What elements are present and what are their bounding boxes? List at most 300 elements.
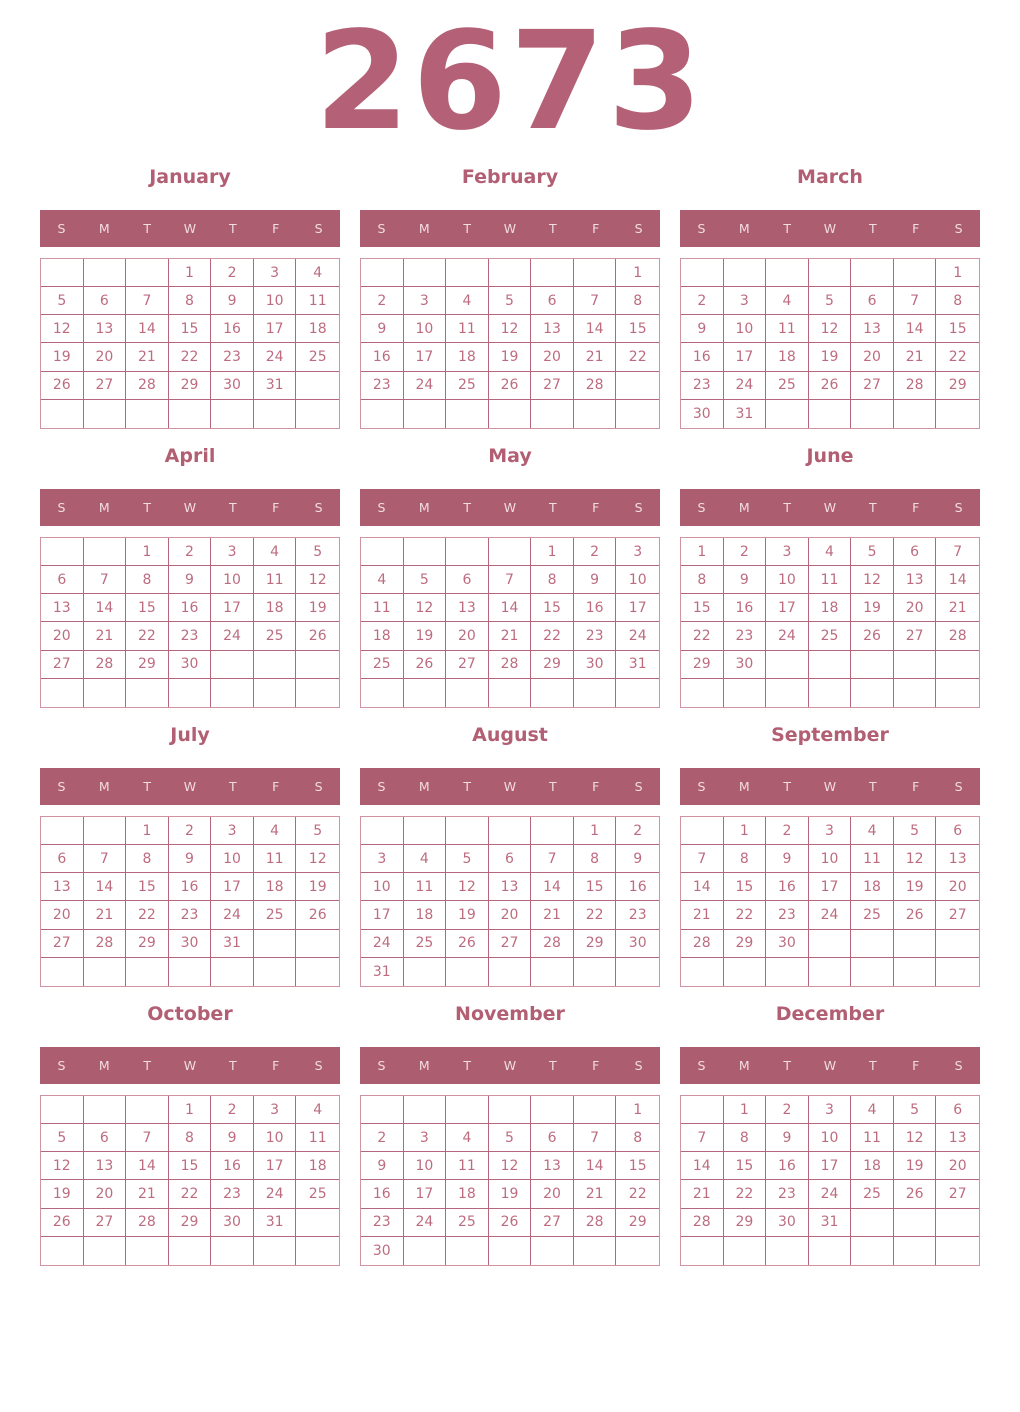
day-cell: 22 xyxy=(126,901,169,929)
empty-day-cell xyxy=(531,1237,574,1265)
empty-day-cell xyxy=(936,400,979,428)
day-cell: 8 xyxy=(616,1124,659,1152)
day-cell: 11 xyxy=(254,566,297,594)
day-cell: 11 xyxy=(851,1124,894,1152)
day-cell: 27 xyxy=(41,930,84,958)
weekday-label: T xyxy=(783,500,791,515)
empty-day-cell xyxy=(616,958,659,986)
day-cell: 23 xyxy=(169,901,212,929)
day-cell: 23 xyxy=(574,622,617,650)
day-cell: 4 xyxy=(296,259,339,287)
empty-day-cell xyxy=(936,1237,979,1265)
empty-day-cell xyxy=(446,1237,489,1265)
day-cell: 24 xyxy=(809,1180,852,1208)
day-cell: 18 xyxy=(254,594,297,622)
empty-day-cell xyxy=(936,958,979,986)
day-cell: 29 xyxy=(936,372,979,400)
empty-day-cell xyxy=(681,1237,724,1265)
month-name: April xyxy=(164,445,216,467)
day-cell: 2 xyxy=(574,538,617,566)
day-cell: 2 xyxy=(169,538,212,566)
day-cell: 4 xyxy=(766,287,809,315)
empty-day-cell xyxy=(254,1237,297,1265)
day-cell: 18 xyxy=(296,315,339,343)
weekday-label: T xyxy=(783,221,791,236)
day-cell: 23 xyxy=(766,901,809,929)
day-cell: 24 xyxy=(616,622,659,650)
weekday-label: S xyxy=(377,1058,386,1073)
weekday-label: S xyxy=(634,221,643,236)
empty-day-cell xyxy=(531,1096,574,1124)
day-cell: 15 xyxy=(616,1152,659,1180)
day-cell: 27 xyxy=(84,372,127,400)
weekday-label: S xyxy=(954,500,963,515)
day-cell: 21 xyxy=(84,622,127,650)
day-cell: 7 xyxy=(681,845,724,873)
empty-day-cell xyxy=(936,651,979,679)
empty-day-cell xyxy=(126,1237,169,1265)
empty-day-cell xyxy=(851,1209,894,1237)
day-cell: 19 xyxy=(296,873,339,901)
day-cell: 6 xyxy=(84,1124,127,1152)
empty-day-cell xyxy=(851,651,894,679)
day-cell: 10 xyxy=(254,287,297,315)
month-section xyxy=(40,1003,340,1266)
day-cell: 24 xyxy=(254,1180,297,1208)
day-cell: 28 xyxy=(894,372,937,400)
day-cell: 2 xyxy=(766,1096,809,1124)
day-cell: 13 xyxy=(489,873,532,901)
empty-day-cell xyxy=(894,400,937,428)
day-cell: 14 xyxy=(84,594,127,622)
month-name: November xyxy=(455,1003,565,1025)
empty-day-cell xyxy=(84,679,127,707)
month-name: October xyxy=(147,1003,233,1025)
day-cell: 23 xyxy=(681,372,724,400)
day-cell: 22 xyxy=(169,1180,212,1208)
weekday-header-row xyxy=(40,768,340,805)
day-cell: 28 xyxy=(84,651,127,679)
day-cell: 28 xyxy=(681,930,724,958)
empty-day-cell xyxy=(211,651,254,679)
day-cell: 20 xyxy=(531,1180,574,1208)
day-cell: 31 xyxy=(724,400,767,428)
empty-day-cell xyxy=(809,958,852,986)
day-cell: 4 xyxy=(851,817,894,845)
month-name: August xyxy=(472,724,548,746)
empty-day-cell xyxy=(254,400,297,428)
day-cell: 1 xyxy=(936,259,979,287)
day-cell: 18 xyxy=(766,343,809,371)
empty-day-cell xyxy=(296,400,339,428)
empty-day-cell xyxy=(404,538,447,566)
empty-day-cell xyxy=(41,958,84,986)
empty-day-cell xyxy=(936,930,979,958)
day-cell: 17 xyxy=(211,873,254,901)
empty-day-cell xyxy=(404,679,447,707)
day-cell: 20 xyxy=(851,343,894,371)
weekday-label: T xyxy=(549,779,557,794)
weekday-header-row xyxy=(40,210,340,247)
day-cell: 23 xyxy=(724,622,767,650)
day-cell: 29 xyxy=(126,930,169,958)
empty-day-cell xyxy=(574,400,617,428)
empty-day-cell xyxy=(84,1096,127,1124)
day-cell: 30 xyxy=(574,651,617,679)
day-cell: 5 xyxy=(296,538,339,566)
day-cell: 3 xyxy=(809,817,852,845)
day-cell: 4 xyxy=(851,1096,894,1124)
day-cell: 21 xyxy=(126,343,169,371)
empty-day-cell xyxy=(296,930,339,958)
weekday-label: T xyxy=(463,779,471,794)
day-grid xyxy=(360,816,660,987)
empty-day-cell xyxy=(809,259,852,287)
day-cell: 1 xyxy=(531,538,574,566)
empty-day-cell xyxy=(809,679,852,707)
day-cell: 25 xyxy=(766,372,809,400)
day-cell: 8 xyxy=(169,1124,212,1152)
day-grid xyxy=(680,537,980,708)
day-cell: 15 xyxy=(531,594,574,622)
empty-day-cell xyxy=(404,259,447,287)
day-cell: 3 xyxy=(809,1096,852,1124)
weekday-header-row xyxy=(360,210,660,247)
empty-day-cell xyxy=(616,679,659,707)
day-cell: 24 xyxy=(809,901,852,929)
day-cell: 26 xyxy=(296,622,339,650)
empty-day-cell xyxy=(41,538,84,566)
day-cell: 7 xyxy=(574,287,617,315)
empty-day-cell xyxy=(169,679,212,707)
day-cell: 14 xyxy=(126,1152,169,1180)
day-cell: 13 xyxy=(41,873,84,901)
day-cell: 11 xyxy=(254,845,297,873)
month-section xyxy=(40,166,340,429)
day-cell: 2 xyxy=(169,817,212,845)
empty-day-cell xyxy=(211,1237,254,1265)
day-cell: 9 xyxy=(211,287,254,315)
day-cell: 28 xyxy=(936,622,979,650)
empty-day-cell xyxy=(254,679,297,707)
day-cell: 21 xyxy=(574,1180,617,1208)
day-cell: 1 xyxy=(169,259,212,287)
day-cell: 10 xyxy=(724,315,767,343)
month-section xyxy=(360,166,660,429)
day-cell: 28 xyxy=(126,372,169,400)
day-cell: 26 xyxy=(404,651,447,679)
day-cell: 7 xyxy=(531,845,574,873)
weekday-label: W xyxy=(183,221,197,236)
day-cell: 19 xyxy=(894,873,937,901)
empty-day-cell xyxy=(489,538,532,566)
day-cell: 11 xyxy=(404,873,447,901)
day-cell: 16 xyxy=(766,873,809,901)
month-name: May xyxy=(488,445,532,467)
weekday-label: F xyxy=(912,500,920,515)
day-cell: 24 xyxy=(404,372,447,400)
day-cell: 15 xyxy=(169,315,212,343)
day-cell: 7 xyxy=(681,1124,724,1152)
day-cell: 23 xyxy=(169,622,212,650)
day-cell: 1 xyxy=(616,1096,659,1124)
day-cell: 6 xyxy=(531,1124,574,1152)
day-cell: 18 xyxy=(851,873,894,901)
weekday-label: T xyxy=(463,500,471,515)
day-cell: 21 xyxy=(681,901,724,929)
day-cell: 12 xyxy=(41,1152,84,1180)
day-cell: 19 xyxy=(489,343,532,371)
weekday-label: S xyxy=(57,779,66,794)
day-cell: 31 xyxy=(211,930,254,958)
day-cell: 24 xyxy=(766,622,809,650)
empty-day-cell xyxy=(296,679,339,707)
day-cell: 16 xyxy=(169,594,212,622)
day-cell: 9 xyxy=(766,1124,809,1152)
weekday-label: T xyxy=(143,1058,151,1073)
empty-day-cell xyxy=(126,1096,169,1124)
day-cell: 23 xyxy=(766,1180,809,1208)
day-cell: 24 xyxy=(404,1209,447,1237)
day-cell: 25 xyxy=(809,622,852,650)
day-cell: 15 xyxy=(936,315,979,343)
day-cell: 2 xyxy=(681,287,724,315)
day-cell: 17 xyxy=(809,873,852,901)
day-cell: 9 xyxy=(766,845,809,873)
weekday-label: W xyxy=(503,1058,517,1073)
weekday-label: S xyxy=(314,1058,323,1073)
weekday-label: T xyxy=(549,500,557,515)
empty-day-cell xyxy=(126,679,169,707)
empty-day-cell xyxy=(894,651,937,679)
day-cell: 12 xyxy=(894,845,937,873)
month-section xyxy=(360,724,660,987)
day-cell: 17 xyxy=(724,343,767,371)
weekday-label: S xyxy=(377,500,386,515)
weekday-label: F xyxy=(272,1058,280,1073)
empty-day-cell xyxy=(894,1209,937,1237)
day-cell: 12 xyxy=(41,315,84,343)
day-cell: 8 xyxy=(724,845,767,873)
weekday-header-row xyxy=(680,768,980,805)
empty-day-cell xyxy=(894,930,937,958)
day-cell: 19 xyxy=(296,594,339,622)
empty-day-cell xyxy=(489,679,532,707)
weekday-label: S xyxy=(697,500,706,515)
empty-day-cell xyxy=(574,1237,617,1265)
empty-day-cell xyxy=(531,817,574,845)
day-cell: 13 xyxy=(894,566,937,594)
month-name: February xyxy=(461,166,559,188)
day-cell: 29 xyxy=(681,651,724,679)
empty-day-cell xyxy=(851,679,894,707)
day-cell: 4 xyxy=(404,845,447,873)
empty-day-cell xyxy=(41,259,84,287)
empty-day-cell xyxy=(404,817,447,845)
weekday-label: T xyxy=(143,221,151,236)
empty-day-cell xyxy=(446,259,489,287)
empty-day-cell xyxy=(574,679,617,707)
day-cell: 20 xyxy=(41,622,84,650)
day-cell: 2 xyxy=(361,287,404,315)
month-section xyxy=(680,166,980,429)
day-cell: 12 xyxy=(296,566,339,594)
weekday-label: T xyxy=(229,500,237,515)
day-cell: 3 xyxy=(361,845,404,873)
day-cell: 11 xyxy=(766,315,809,343)
day-grid xyxy=(40,537,340,708)
day-cell: 13 xyxy=(84,1152,127,1180)
weekday-label: S xyxy=(954,221,963,236)
day-cell: 31 xyxy=(254,372,297,400)
day-cell: 13 xyxy=(531,315,574,343)
weekday-label: S xyxy=(57,1058,66,1073)
months-grid xyxy=(40,166,980,1266)
empty-day-cell xyxy=(41,679,84,707)
month-name: June xyxy=(806,445,854,467)
day-cell: 2 xyxy=(211,1096,254,1124)
empty-day-cell xyxy=(851,958,894,986)
weekday-label: W xyxy=(503,779,517,794)
weekday-label: W xyxy=(823,221,837,236)
day-cell: 29 xyxy=(531,651,574,679)
empty-day-cell xyxy=(41,1237,84,1265)
day-cell: 9 xyxy=(724,566,767,594)
day-cell: 2 xyxy=(616,817,659,845)
weekday-header-row xyxy=(680,1047,980,1084)
day-cell: 11 xyxy=(361,594,404,622)
day-cell: 3 xyxy=(404,287,447,315)
month-name: December xyxy=(775,1003,885,1025)
day-cell: 6 xyxy=(894,538,937,566)
day-cell: 3 xyxy=(254,259,297,287)
empty-day-cell xyxy=(446,1096,489,1124)
weekday-label: T xyxy=(869,1058,877,1073)
empty-day-cell xyxy=(84,400,127,428)
day-cell: 23 xyxy=(361,1209,404,1237)
empty-day-cell xyxy=(361,259,404,287)
month-section xyxy=(40,445,340,708)
day-cell: 6 xyxy=(489,845,532,873)
day-cell: 17 xyxy=(404,343,447,371)
day-cell: 26 xyxy=(894,901,937,929)
day-cell: 25 xyxy=(446,372,489,400)
day-cell: 30 xyxy=(211,372,254,400)
day-cell: 30 xyxy=(616,930,659,958)
month-section xyxy=(680,724,980,987)
weekday-label: T xyxy=(869,500,877,515)
day-cell: 25 xyxy=(446,1209,489,1237)
empty-day-cell xyxy=(41,1096,84,1124)
weekday-label: S xyxy=(697,221,706,236)
empty-day-cell xyxy=(446,958,489,986)
day-cell: 25 xyxy=(361,651,404,679)
empty-day-cell xyxy=(84,538,127,566)
day-cell: 14 xyxy=(894,315,937,343)
day-cell: 14 xyxy=(489,594,532,622)
empty-day-cell xyxy=(446,817,489,845)
empty-day-cell xyxy=(616,1237,659,1265)
day-cell: 9 xyxy=(169,566,212,594)
day-cell: 7 xyxy=(574,1124,617,1152)
weekday-label: M xyxy=(418,221,430,236)
day-cell: 15 xyxy=(126,594,169,622)
weekday-label: M xyxy=(98,779,110,794)
empty-day-cell xyxy=(531,400,574,428)
weekday-label: T xyxy=(463,221,471,236)
day-cell: 4 xyxy=(446,1124,489,1152)
empty-day-cell xyxy=(169,958,212,986)
day-cell: 28 xyxy=(84,930,127,958)
empty-day-cell xyxy=(84,259,127,287)
day-cell: 29 xyxy=(724,930,767,958)
day-cell: 3 xyxy=(766,538,809,566)
day-cell: 15 xyxy=(574,873,617,901)
empty-day-cell xyxy=(84,817,127,845)
day-cell: 22 xyxy=(531,622,574,650)
day-cell: 10 xyxy=(211,845,254,873)
day-cell: 12 xyxy=(894,1124,937,1152)
empty-day-cell xyxy=(851,400,894,428)
day-cell: 25 xyxy=(254,901,297,929)
day-cell: 5 xyxy=(404,566,447,594)
day-cell: 5 xyxy=(489,1124,532,1152)
weekday-label: F xyxy=(912,779,920,794)
day-grid xyxy=(40,258,340,429)
day-cell: 6 xyxy=(84,287,127,315)
day-cell: 30 xyxy=(169,930,212,958)
empty-day-cell xyxy=(766,651,809,679)
day-cell: 21 xyxy=(936,594,979,622)
day-cell: 3 xyxy=(254,1096,297,1124)
day-cell: 5 xyxy=(41,1124,84,1152)
day-cell: 26 xyxy=(446,930,489,958)
day-cell: 10 xyxy=(254,1124,297,1152)
day-cell: 4 xyxy=(361,566,404,594)
empty-day-cell xyxy=(254,930,297,958)
weekday-label: S xyxy=(634,1058,643,1073)
empty-day-cell xyxy=(404,1096,447,1124)
day-cell: 12 xyxy=(446,873,489,901)
day-cell: 29 xyxy=(126,651,169,679)
empty-day-cell xyxy=(296,651,339,679)
day-cell: 5 xyxy=(894,817,937,845)
empty-day-cell xyxy=(446,679,489,707)
empty-day-cell xyxy=(574,958,617,986)
empty-day-cell xyxy=(851,259,894,287)
day-grid xyxy=(40,816,340,987)
weekday-label: T xyxy=(229,1058,237,1073)
empty-day-cell xyxy=(404,958,447,986)
weekday-header-row xyxy=(40,489,340,526)
empty-day-cell xyxy=(894,958,937,986)
weekday-label: F xyxy=(272,221,280,236)
weekday-label: S xyxy=(377,779,386,794)
day-cell: 28 xyxy=(489,651,532,679)
day-cell: 22 xyxy=(724,901,767,929)
day-cell: 16 xyxy=(211,1152,254,1180)
day-cell: 27 xyxy=(936,1180,979,1208)
empty-day-cell xyxy=(254,651,297,679)
day-grid xyxy=(680,1095,980,1266)
weekday-label: S xyxy=(314,221,323,236)
weekday-header-row xyxy=(40,1047,340,1084)
day-cell: 6 xyxy=(936,1096,979,1124)
day-cell: 1 xyxy=(681,538,724,566)
day-cell: 22 xyxy=(616,1180,659,1208)
weekday-label: S xyxy=(954,779,963,794)
day-cell: 1 xyxy=(574,817,617,845)
